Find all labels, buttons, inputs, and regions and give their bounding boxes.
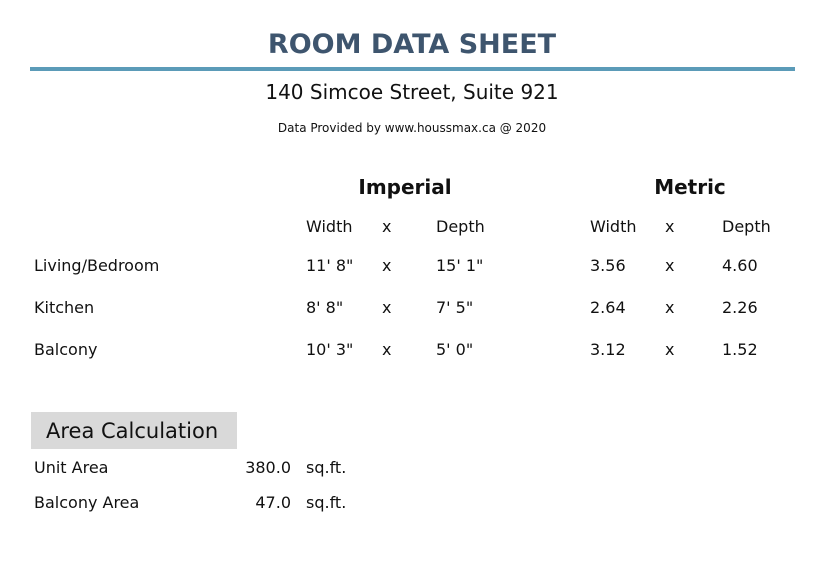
area-calculation-title: Area Calculation <box>46 419 219 443</box>
imperial-heading: Imperial <box>358 175 452 199</box>
room-name: Balcony <box>34 340 98 359</box>
imperial-x-header: x <box>382 217 392 236</box>
metric-times: x <box>665 340 675 359</box>
imperial-width-header: Width <box>306 217 353 236</box>
imperial-depth: 7' 5" <box>436 298 474 317</box>
area-value: 47.0 <box>255 493 291 512</box>
metric-depth: 2.26 <box>722 298 758 317</box>
imperial-times: x <box>382 256 392 275</box>
area-label: Unit Area <box>34 458 109 477</box>
metric-width: 2.64 <box>590 298 626 317</box>
area-unit: sq.ft. <box>306 493 347 512</box>
imperial-times: x <box>382 340 392 359</box>
area-value: 380.0 <box>245 458 291 477</box>
imperial-width: 11' 8" <box>306 256 354 275</box>
area-calculation-header <box>31 412 237 449</box>
page-title: ROOM DATA SHEET <box>267 29 557 60</box>
metric-depth: 4.60 <box>722 256 758 275</box>
property-address: 140 Simcoe Street, Suite 921 <box>265 80 559 104</box>
title-divider <box>30 67 795 71</box>
room-name: Living/Bedroom <box>34 256 160 275</box>
room-name: Kitchen <box>34 298 95 317</box>
metric-depth: 1.52 <box>722 340 758 359</box>
metric-depth-header: Depth <box>722 217 771 236</box>
imperial-depth: 5' 0" <box>436 340 474 359</box>
metric-width: 3.56 <box>590 256 626 275</box>
metric-times: x <box>665 256 675 275</box>
metric-x-header: x <box>665 217 675 236</box>
imperial-times: x <box>382 298 392 317</box>
data-source-note: Data Provided by www.houssmax.ca @ 2020 <box>277 121 547 135</box>
area-label: Balcony Area <box>34 493 140 512</box>
area-unit: sq.ft. <box>306 458 347 477</box>
metric-heading: Metric <box>654 175 726 199</box>
imperial-width: 8' 8" <box>306 298 344 317</box>
metric-times: x <box>665 298 675 317</box>
imperial-depth-header: Depth <box>436 217 485 236</box>
metric-width-header: Width <box>590 217 637 236</box>
imperial-width: 10' 3" <box>306 340 354 359</box>
imperial-depth: 15' 1" <box>436 256 484 275</box>
metric-width: 3.12 <box>590 340 626 359</box>
